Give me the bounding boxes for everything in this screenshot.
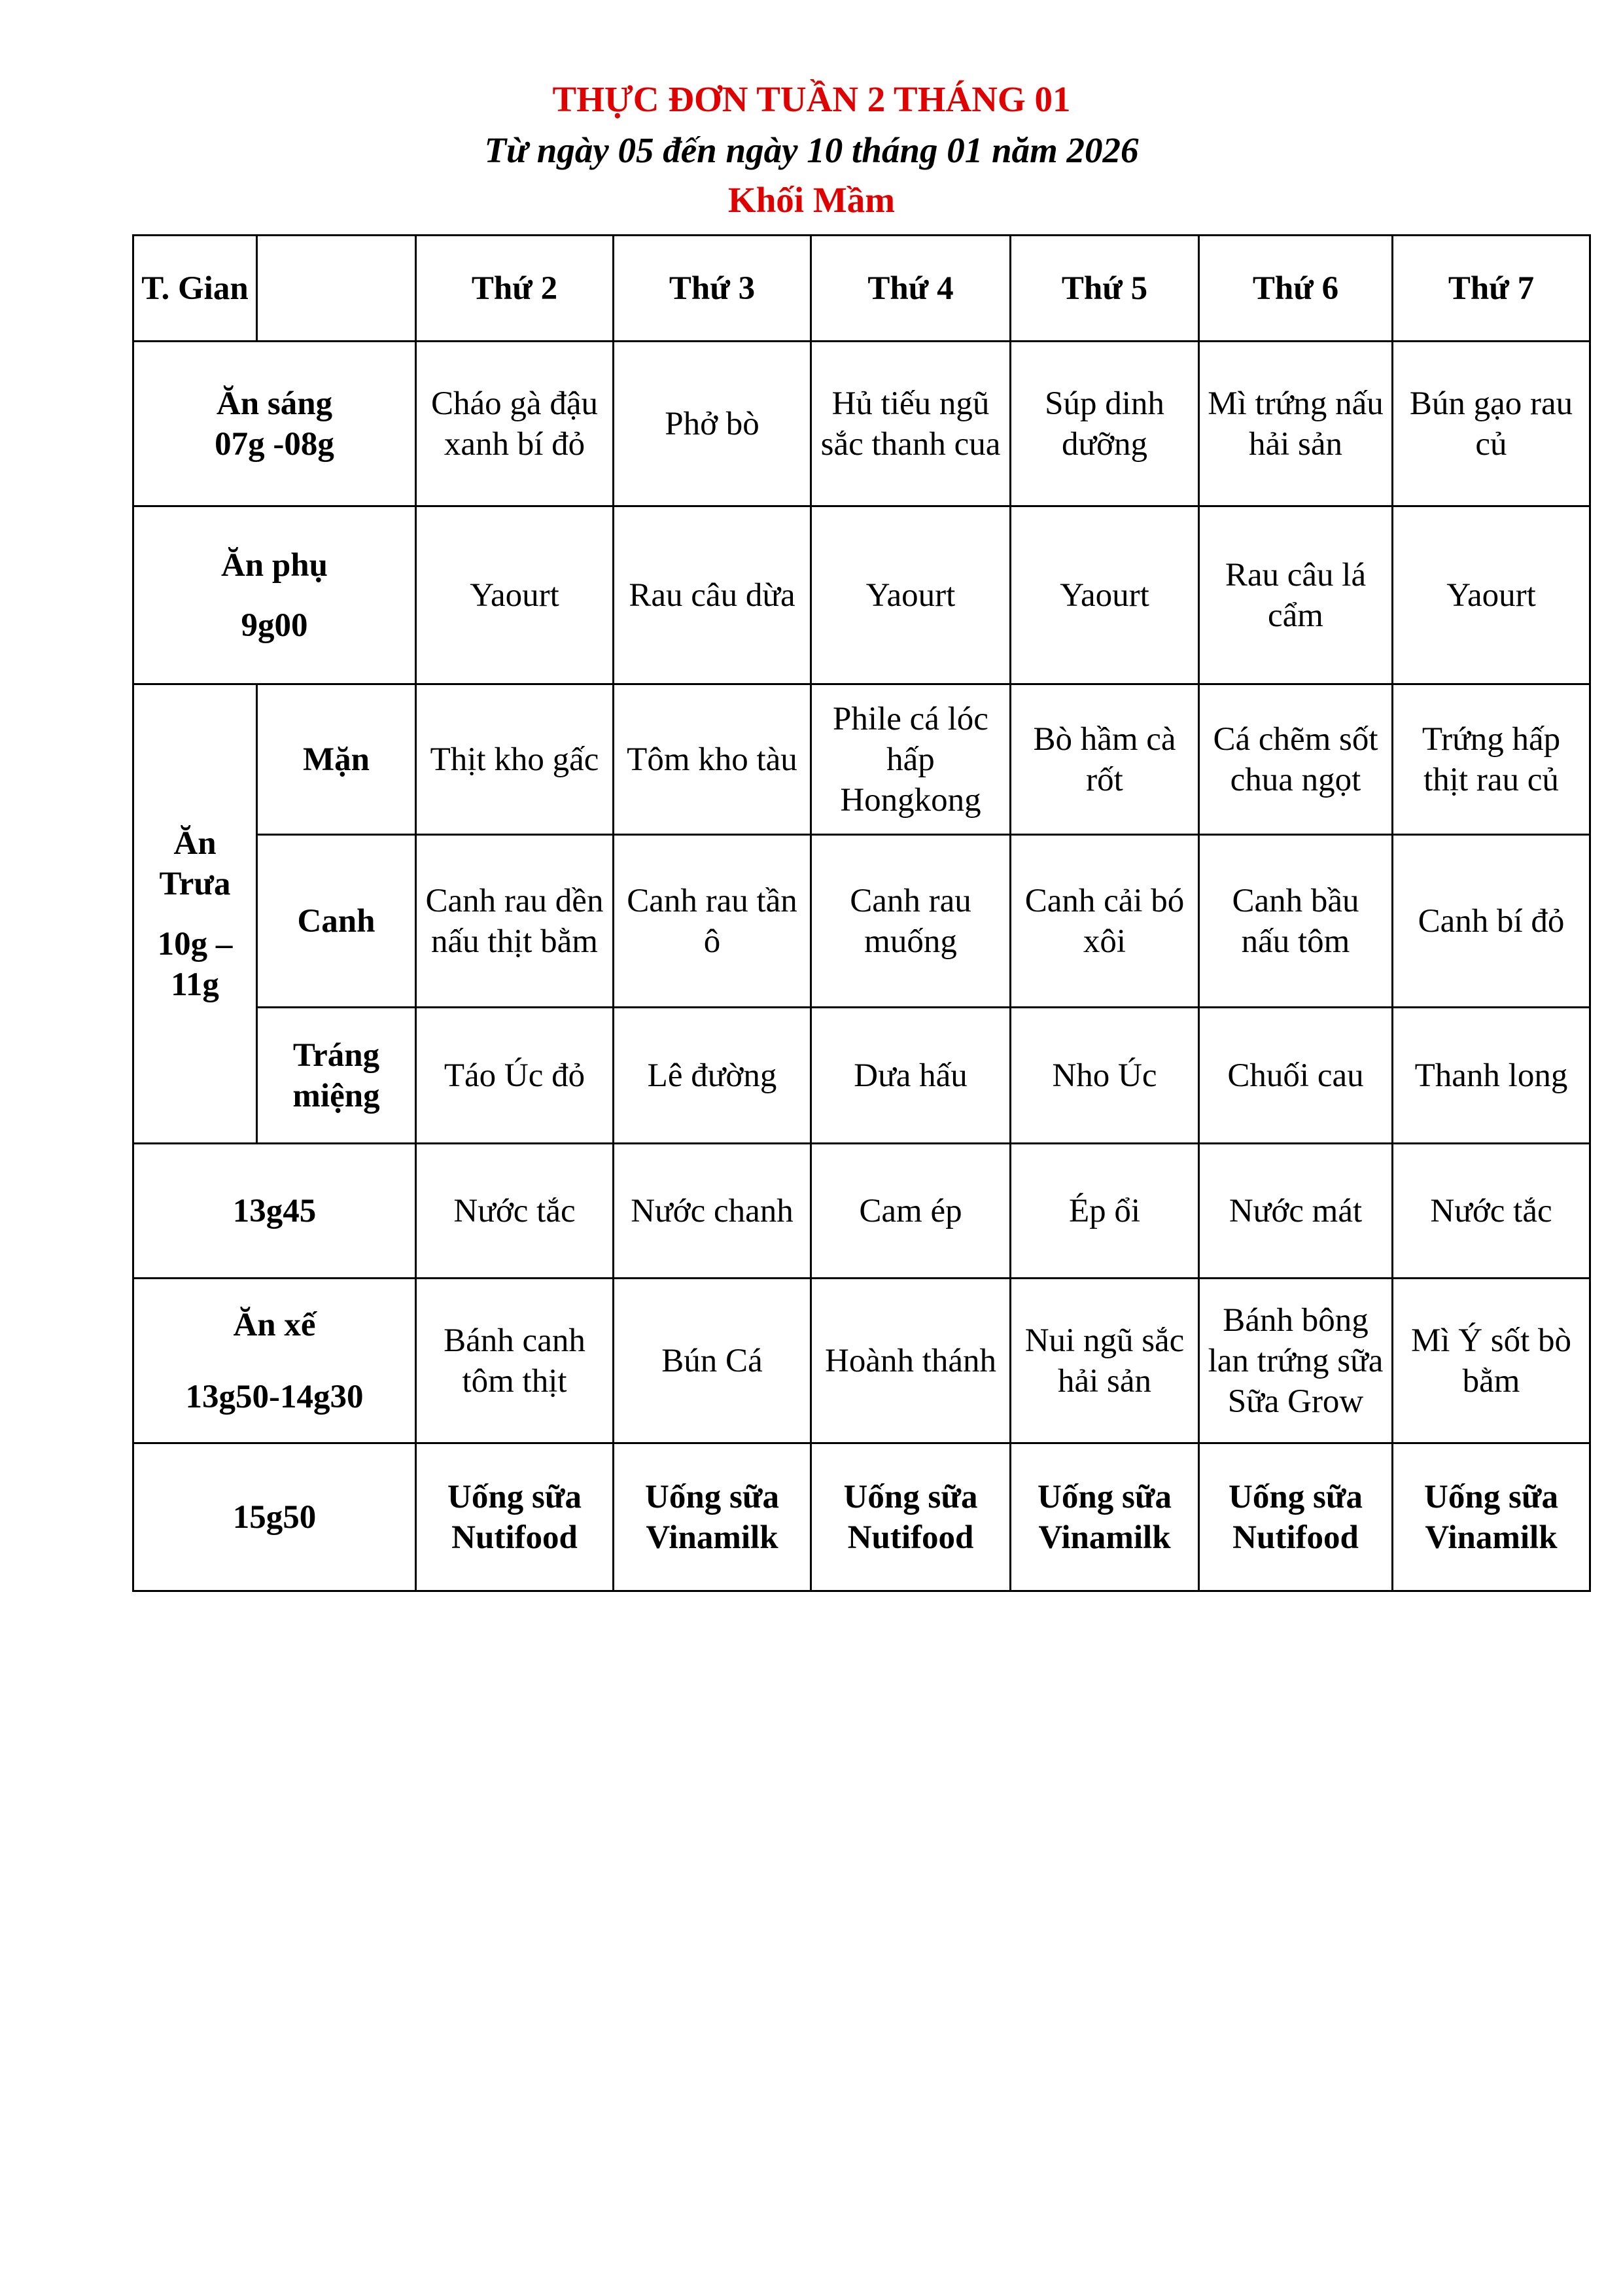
menu-cell: Canh rau dền nấu thịt bằm [416,835,614,1008]
snack-label: Ăn phụ [220,546,328,584]
menu-cell: Dưa hấu [811,1008,1011,1144]
afternoon-label-cell [133,1279,416,1443]
afternoon-time: 13g50-14g30 [185,1378,364,1415]
lunch-label-cell [133,684,257,1144]
lunch-dessert-label: Tráng miệng [257,1008,416,1144]
weekly-menu-table [132,234,1591,1592]
menu-cell: Trứng hấp thịt rau củ [1393,684,1590,835]
menu-cell: Nho Úc [1011,1008,1199,1144]
menu-cell: Yaourt [1393,506,1590,684]
menu-cell [614,1279,811,1443]
menu-cell: Uống sữa Nutifood [1199,1443,1393,1591]
day-header: Thứ 4 [811,236,1011,342]
menu-item: Bánh bông lan trứng sữa [1208,1301,1384,1379]
menu-cell: Nước mát [1199,1144,1393,1279]
menu-cell: Nước chanh [614,1144,811,1279]
menu-cell: Rau câu lá cẩm [1199,506,1393,684]
snack-label-cell [133,506,416,684]
snack-row [133,506,1590,684]
menu-cell: Canh cải bó xôi [1011,835,1199,1008]
menu-cell: Hủ tiếu ngũ sắc thanh cua [811,342,1011,506]
menu-cell: Ép ổi [1011,1144,1199,1279]
menu-cell: Cá chẽm sốt chua ngọt [1199,684,1393,835]
menu-cell: Canh rau tần ô [614,835,811,1008]
afternoon-label: Ăn xế [233,1306,316,1343]
menu-cell: Uống sữa Vinamilk [1393,1443,1590,1591]
menu-cell: Bún gạo rau củ [1393,342,1590,506]
lunch-dessert-row [133,1008,1590,1144]
menu-cell: Canh bí đỏ [1393,835,1590,1008]
menu-cell [1011,1279,1199,1443]
menu-cell: Phở bò [614,342,811,506]
lunch-label: Ăn Trưa [159,824,231,902]
breakfast-label-cell [133,342,416,506]
breakfast-time: 07g -08g [215,425,334,463]
lunch-soup-label: Canh [257,835,416,1008]
menu-cell: Thanh long [1393,1008,1590,1144]
day-header: Thứ 5 [1011,236,1199,342]
menu-item: Mì Ý sốt bò bằm [1410,1322,1572,1400]
menu-cell: Uống sữa Vinamilk [614,1443,811,1591]
menu-cell: Chuối cau [1199,1008,1393,1144]
menu-cell: Uống sữa Nutifood [811,1443,1011,1591]
menu-cell: Phile cá lóc hấp Hongkong [811,684,1011,835]
drink-time: 13g45 [133,1144,416,1279]
day-header: Thứ 7 [1393,236,1590,342]
corner-label: T. Gian [133,236,257,342]
milk-time: 15g50 [133,1443,416,1591]
menu-cell [811,1279,1011,1443]
menu-cell: Nước tắc [1393,1144,1590,1279]
menu-cell: Táo Úc đỏ [416,1008,614,1144]
menu-cell [1199,1279,1393,1443]
menu-cell: Uống sữa Vinamilk [1011,1443,1199,1591]
menu-cell: Cam ép [811,1144,1011,1279]
lunch-time: 10g – 11g [157,925,233,1003]
menu-cell: Uống sữa Nutifood [416,1443,614,1591]
menu-item: Nui ngũ sắc hải sản [1024,1322,1185,1400]
corner-blank [257,236,416,342]
menu-cell: Yaourt [416,506,614,684]
menu-cell [1393,1279,1590,1443]
menu-cell: Tôm kho tàu [614,684,811,835]
menu-cell: Nước tắc [416,1144,614,1279]
menu-cell: Canh rau muống [811,835,1011,1008]
menu-cell: Yaourt [811,506,1011,684]
lunch-soup-row [133,835,1590,1008]
date-range: Từ ngày 05 đến ngày 10 tháng 01 năm 2026 [484,130,1139,170]
group-name: Khối Mầm [727,180,896,220]
menu-cell: Súp dinh dưỡng [1011,342,1199,506]
drink-row [133,1144,1590,1279]
breakfast-row [133,342,1590,506]
menu-cell: Rau câu dừa [614,506,811,684]
menu-cell: Yaourt [1011,506,1199,684]
breakfast-label: Ăn sáng [216,385,333,422]
menu-cell: Thịt kho gấc [416,684,614,835]
lunch-main-row [133,684,1590,835]
menu-item-extra: Sữa Grow [1227,1383,1364,1420]
milk-row [133,1443,1590,1591]
menu-cell: Canh bầu nấu tôm [1199,835,1393,1008]
menu-cell: Bò hầm cà rốt [1011,684,1199,835]
menu-item: Bún Cá [661,1342,763,1379]
menu-item: Bánh canh tôm thịt [444,1322,585,1400]
lunch-main-label: Mặn [257,684,416,835]
menu-cell: Cháo gà đậu xanh bí đỏ [416,342,614,506]
day-header: Thứ 2 [416,236,614,342]
menu-cell: Mì trứng nấu hải sản [1199,342,1393,506]
menu-cell [416,1279,614,1443]
snack-time: 9g00 [241,607,308,644]
menu-title: THỰC ĐƠN TUẦN 2 THÁNG 01 [552,79,1071,119]
menu-cell: Lê đường [614,1008,811,1144]
afternoon-row [133,1279,1590,1443]
day-header: Thứ 3 [614,236,811,342]
days-header-row [133,236,1590,342]
menu-item: Hoành thánh [824,1342,997,1379]
day-header: Thứ 6 [1199,236,1393,342]
